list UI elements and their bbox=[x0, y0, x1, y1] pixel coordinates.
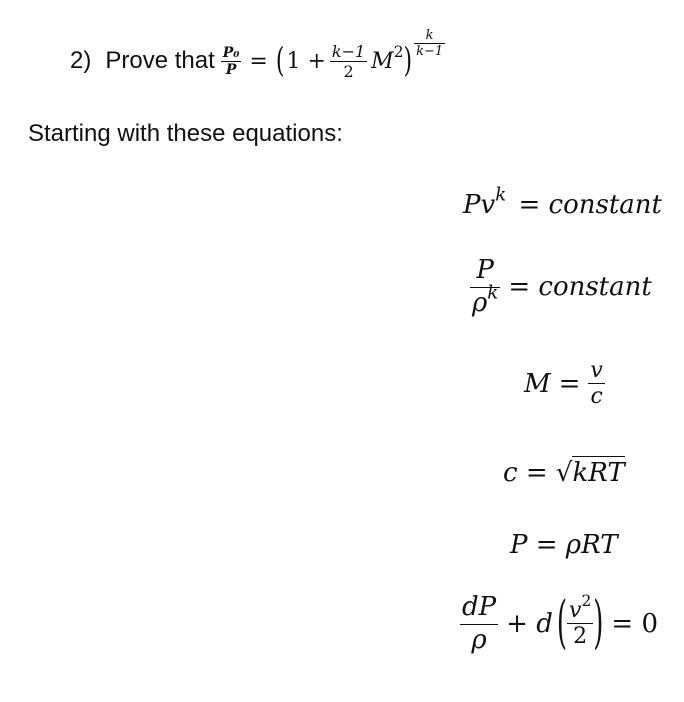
exponent-denominator: k−1 bbox=[416, 43, 444, 59]
eq6-inner-numerator: $v^2$ bbox=[569, 592, 592, 623]
eq2-denominator: $\rho^k$ bbox=[472, 282, 499, 318]
eq3-fraction bbox=[588, 358, 604, 409]
eq1-exponent: k bbox=[495, 184, 507, 206]
eq6-denominator: ρ bbox=[471, 625, 487, 655]
problem-number: 2) bbox=[70, 47, 92, 74]
sqrt-symbol: √ bbox=[555, 458, 573, 488]
exponent-numerator: k bbox=[425, 27, 434, 43]
right-paren: ) bbox=[403, 41, 413, 81]
eq4-radicand: kRT bbox=[572, 458, 625, 488]
eq6-plus-d: + d bbox=[506, 608, 553, 639]
intro-text: Starting with these equations: bbox=[28, 120, 343, 147]
eq6-fraction bbox=[460, 592, 498, 655]
equation-speed-of-sound bbox=[503, 458, 625, 488]
eq4-lhs: c = bbox=[503, 458, 556, 488]
ratio-p0-over-p bbox=[221, 45, 242, 78]
eq2-rhs: = constant bbox=[508, 271, 652, 302]
left-paren: ( bbox=[556, 590, 567, 657]
eq2-numerator: P bbox=[476, 255, 494, 285]
left-paren: ( bbox=[275, 41, 285, 81]
eq1-lhs: Pv bbox=[463, 190, 496, 220]
eq6-numerator: dP bbox=[462, 592, 497, 622]
eq6-inner-fraction bbox=[567, 592, 593, 649]
equals-sign: = bbox=[249, 48, 268, 74]
eq3-numerator: v bbox=[590, 358, 603, 383]
k-minus-1-over-2 bbox=[330, 42, 367, 81]
eq6-inner-denominator: 2 bbox=[573, 624, 588, 649]
equation-bernoulli bbox=[460, 592, 658, 655]
eq3-lhs: M bbox=[524, 368, 551, 399]
eq2-fraction bbox=[470, 255, 500, 318]
eq3-equals: = bbox=[558, 368, 581, 399]
eq6-rhs: = 0 bbox=[611, 608, 658, 639]
eq1-rhs: = constant bbox=[510, 190, 662, 220]
prove-label: Prove that bbox=[105, 47, 215, 74]
ratio-denominator: P bbox=[225, 61, 237, 78]
equation-mach-number bbox=[524, 358, 605, 409]
outer-exponent bbox=[414, 28, 445, 59]
frac-denominator: 2 bbox=[343, 61, 354, 81]
equation-isentropic-volume bbox=[463, 184, 662, 220]
mach-term: $M^2$ bbox=[371, 42, 404, 74]
problem-statement bbox=[70, 26, 445, 96]
target-equation bbox=[221, 27, 445, 81]
equation-ideal-gas: P = ρRT bbox=[510, 530, 618, 560]
frac-numerator: k−1 bbox=[331, 41, 366, 61]
right-paren: ) bbox=[593, 590, 604, 657]
one-plus: 1 + bbox=[286, 48, 326, 74]
equation-isentropic-density bbox=[470, 255, 652, 318]
eq3-denominator: c bbox=[590, 384, 603, 409]
ratio-numerator: P₀ bbox=[222, 44, 240, 61]
